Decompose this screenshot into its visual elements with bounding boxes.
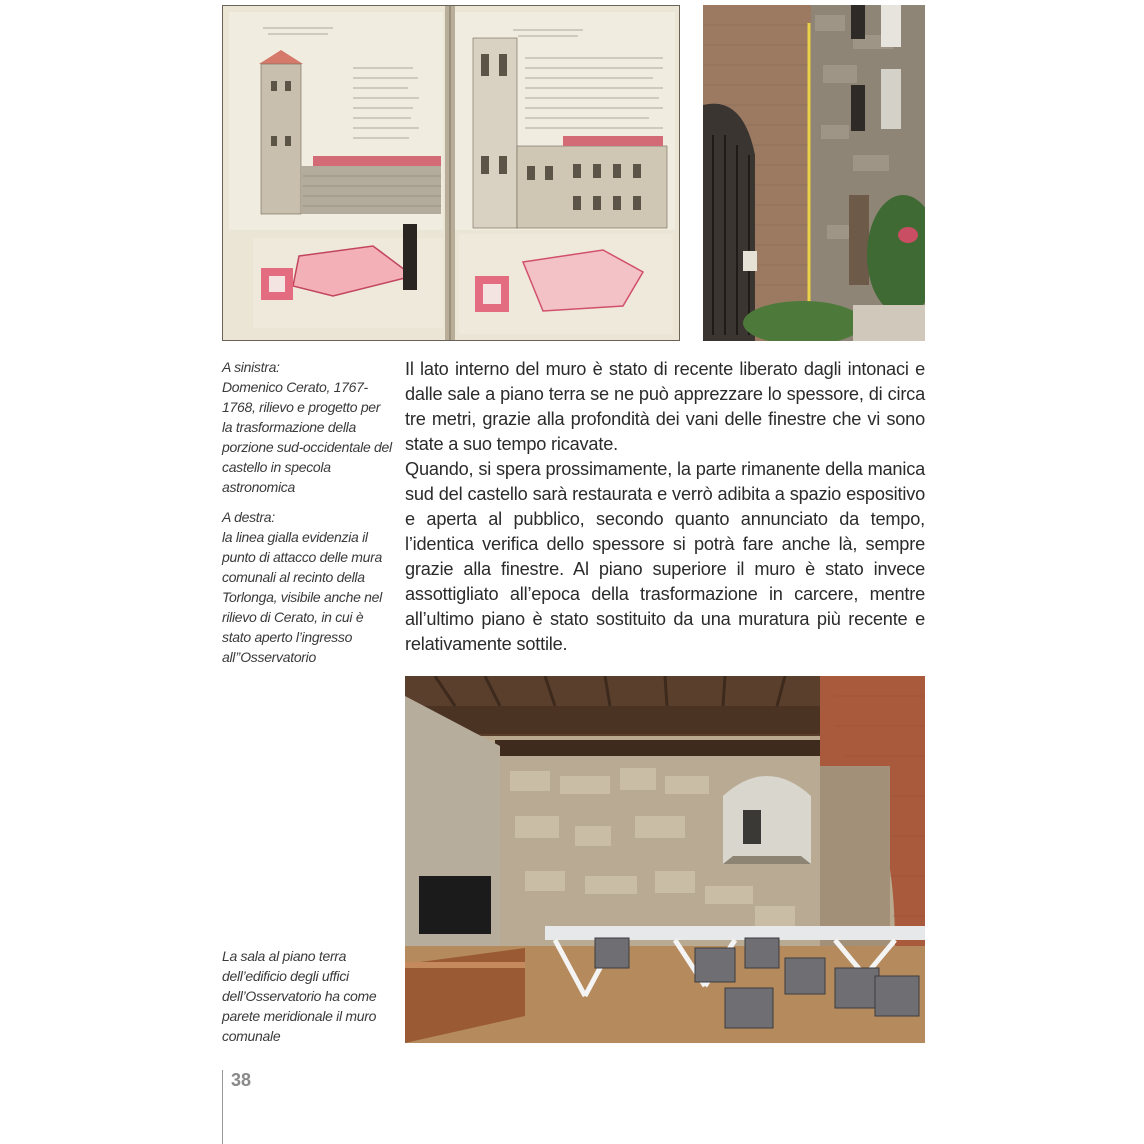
figure-room-photo xyxy=(405,676,925,1043)
page-number-rule xyxy=(222,1070,223,1144)
figure-wall-photo xyxy=(703,5,925,341)
room-photo-illustration xyxy=(405,676,925,1043)
body-text xyxy=(405,357,925,657)
caption-left-heading: A sinistra: xyxy=(222,359,280,375)
page-number: 38 xyxy=(231,1070,252,1090)
caption-right-heading: A destra: xyxy=(222,509,275,525)
body-paragraph-2: Quando, si spera prossimamente, la parte rimanente della manica sud del castello sarà restaurata e verrò adibita a spazio espositivo e aperta al pubblico, secondo quanto annunciato da tempo, l’identica verifica dello spessore si potrà fare anche là, sempre grazie alla finestre. Al piano superiore il muro è stato invece assottigliato all’epoca della trasformazione in carcere, mentre all’ultimo piano è stato sostituito da una muratura più recente e relativamente sottile. xyxy=(405,459,925,654)
wall-photo-illustration xyxy=(703,5,925,341)
caption-room-figure xyxy=(222,946,392,1046)
figure-cerato-drawing xyxy=(222,5,680,341)
caption-left-text: Domenico Cerato, 1767-1768, rilievo e progetto per la trasformazione della porzione sud-occidentale del castello in specola astronomica xyxy=(222,379,392,495)
caption-right-text: la linea gialla evidenzia il punto di attacco delle mura comunali al recinto della Torlonga, visibile anche nel rilievo di Cerato, in cui è stato aperto l’ingresso all’’Osservatorio xyxy=(222,529,383,665)
body-paragraph-1: Il lato interno del muro è stato di recente liberato dagli intonaci e dalle sale a piano terra se ne può apprezzare lo spessore, di circa tre metri, grazie alla profondità dei vani delle finestre che vi sono state a suo tempo ricavate. xyxy=(405,359,925,454)
caption-right-figure xyxy=(222,507,392,667)
caption-room-text: La sala al piano terra dell’edificio degli uffici dell’Osservatorio ha come parete meridionale il muro comunale xyxy=(222,948,377,1044)
caption-left-figure xyxy=(222,357,392,497)
cerato-drawing-illustration xyxy=(223,6,680,341)
